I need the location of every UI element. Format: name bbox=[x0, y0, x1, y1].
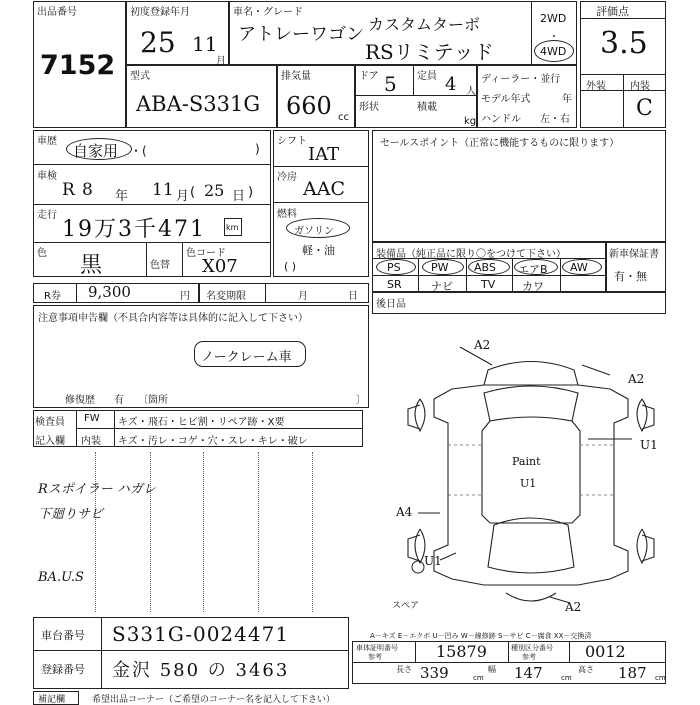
history-label: 車歴 bbox=[37, 136, 57, 147]
equipment-line-2 bbox=[372, 275, 606, 276]
capacity-label: 定員 bbox=[417, 71, 437, 82]
equipment-label: 装備品（純正品に限り〇をつけて下さい） bbox=[376, 249, 566, 260]
shape-label: 形状 bbox=[359, 102, 379, 113]
lot-number: 7152 bbox=[40, 50, 116, 81]
diagram-u1-right: U1 bbox=[640, 438, 658, 452]
class-ref-sub: 参考 bbox=[522, 653, 536, 661]
color-label: 色 bbox=[37, 248, 47, 259]
width-label: 幅 bbox=[488, 665, 496, 674]
interior-label: 内装 bbox=[630, 81, 650, 92]
length-value: 339 bbox=[420, 664, 449, 682]
inspection-row-line bbox=[33, 204, 271, 205]
diagram-a2-right: A2 bbox=[628, 372, 645, 386]
load-unit: kg bbox=[464, 116, 477, 127]
doors-divider bbox=[413, 65, 414, 95]
aircon-value: AAC bbox=[303, 178, 345, 200]
first-reg-month: 11 bbox=[192, 32, 218, 56]
inspection-paren-open: ( bbox=[190, 185, 196, 200]
equip-aw-circle bbox=[562, 259, 602, 275]
inspection-year: 8 bbox=[82, 180, 93, 200]
color-change-label: 色替 bbox=[150, 260, 170, 271]
inspection-year-unit: 年 bbox=[115, 189, 129, 204]
fuel-value: ガソリン bbox=[294, 226, 334, 237]
aircon-label: 冷房 bbox=[277, 172, 297, 183]
length-unit: cm bbox=[473, 674, 484, 682]
reg-ref-value: 15879 bbox=[436, 642, 487, 661]
color-code-value: X07 bbox=[202, 256, 238, 277]
diagram-u1-left: U1 bbox=[424, 554, 442, 568]
diagram-a4-left: A4 bbox=[396, 505, 413, 519]
reg-ref-label: 車体証明番号 bbox=[356, 644, 398, 652]
chassis-row-line bbox=[33, 650, 349, 651]
inspector-fw: FW bbox=[84, 413, 100, 424]
recycle-divider bbox=[76, 283, 77, 303]
color-divider-1 bbox=[146, 242, 147, 277]
repair-label: 修復歴 bbox=[65, 395, 95, 406]
history-close: ) bbox=[255, 142, 260, 156]
notes-label: 注意事項申告欄（不具合内容等は具体的に記入して下さい） bbox=[38, 313, 308, 324]
equip-aw: AW bbox=[570, 261, 588, 274]
shift-row-line bbox=[273, 166, 369, 167]
shift-label: シフト bbox=[277, 136, 307, 147]
first-reg-month-unit: 月 bbox=[216, 56, 226, 67]
first-reg-year: 25 bbox=[140, 26, 176, 59]
chassis-divider bbox=[101, 617, 102, 689]
doors-row-divider bbox=[355, 95, 477, 96]
diagram-paint: Paint bbox=[512, 455, 541, 468]
drive-4wd-circle bbox=[534, 40, 574, 62]
model-year-unit: 年 bbox=[562, 94, 572, 105]
sales-points-label: セールスポイント（正常に機能するものに限ります） bbox=[380, 138, 620, 149]
inspector-label-1: 検査員 bbox=[35, 417, 65, 428]
car-grade-top: カスタムターボ bbox=[368, 15, 481, 34]
inspector-inner: 内装 bbox=[81, 436, 101, 447]
car-name-label: 車名・グレード bbox=[233, 7, 303, 18]
color-value: 黒 bbox=[80, 253, 103, 278]
ref-col-2 bbox=[508, 641, 509, 662]
color-divider-2 bbox=[182, 242, 183, 277]
width-value: 147 bbox=[514, 664, 543, 682]
ref-col-3 bbox=[569, 641, 570, 662]
ref-col-1 bbox=[415, 641, 416, 662]
car-name: アトレーワゴン bbox=[238, 24, 364, 45]
drive-dot: ・ bbox=[549, 32, 559, 43]
score-value: 3.5 bbox=[600, 26, 648, 61]
rear-items-box bbox=[372, 292, 666, 314]
equipment-col-2 bbox=[466, 258, 467, 292]
repair-location: 〔箇所 bbox=[138, 395, 168, 406]
doors-value: 5 bbox=[384, 72, 397, 96]
model-value: ABA-S331G bbox=[136, 92, 261, 116]
exterior-label: 外装 bbox=[586, 81, 606, 92]
equipment-col-1 bbox=[418, 258, 419, 292]
handle-label: ハンドル bbox=[481, 114, 521, 125]
equip-ps: PS bbox=[387, 261, 401, 274]
equip-airbag-circle bbox=[514, 259, 558, 275]
length-label: 長さ bbox=[396, 665, 412, 674]
footer-text: 希望出品コーナー（ご希望のコーナー名を記入して下さい） bbox=[92, 695, 336, 705]
fuel-other: ( ) bbox=[284, 260, 297, 273]
score-divider-4 bbox=[580, 90, 666, 91]
mileage-value: 19万3千471 bbox=[62, 217, 206, 242]
displacement-value: 660 bbox=[286, 92, 332, 120]
equip-pw: PW bbox=[431, 261, 449, 274]
diagram-u1-center: U1 bbox=[520, 477, 537, 490]
color-code-label: 色コード bbox=[186, 248, 226, 259]
plate-value: 金沢 580 の 3463 bbox=[112, 660, 290, 681]
equip-pw-circle bbox=[422, 259, 464, 275]
fuel-diesel: 軽・油 bbox=[302, 244, 335, 257]
inspection-label: 車検 bbox=[37, 171, 57, 182]
recycle-label: R券 bbox=[44, 291, 61, 302]
recycle-unit: 円 bbox=[180, 291, 190, 302]
equip-abs-circle bbox=[468, 259, 510, 275]
history-row-line bbox=[33, 164, 271, 165]
inspector-inner-text: キズ・汚レ・コゲ・穴・スレ・キレ・破レ bbox=[118, 436, 308, 447]
handwritten-note-2: 下廻りサビ bbox=[38, 507, 104, 522]
name-change-month: 月 bbox=[298, 291, 308, 302]
name-change-day: 日 bbox=[348, 291, 358, 302]
rear-items-label: 後日品 bbox=[376, 299, 406, 310]
mileage-row-line bbox=[33, 242, 271, 243]
mileage-label: 走行 bbox=[37, 210, 57, 221]
ruled-line-3 bbox=[203, 452, 204, 612]
chassis-label: 車台番号 bbox=[41, 629, 85, 642]
history-value: 自家用 bbox=[73, 142, 119, 160]
aircon-row-line bbox=[273, 202, 369, 203]
diagram-a2-bottom: A2 bbox=[565, 600, 582, 614]
name-change-label: 名変期限 bbox=[206, 291, 246, 302]
drive-4wd: 4WD bbox=[540, 45, 567, 58]
score-divider-1 bbox=[580, 18, 666, 19]
footer-label: 補記欄 bbox=[38, 695, 66, 705]
no-claim-text: ノークレーム車 bbox=[201, 350, 292, 365]
inspection-day-unit: 日 bbox=[232, 189, 246, 204]
equip-abs: ABS bbox=[474, 261, 496, 274]
fuel-label: 燃料 bbox=[277, 209, 297, 220]
ruled-line-4 bbox=[258, 452, 259, 612]
equip-airbag: エアB bbox=[518, 263, 548, 276]
ruled-line-1 bbox=[95, 452, 96, 612]
equip-navi: ナビ bbox=[431, 280, 453, 293]
score-divider-3 bbox=[623, 74, 624, 128]
doors-label: ドア bbox=[359, 71, 379, 82]
dealer-label: ディーラー・並行 bbox=[481, 74, 561, 85]
capacity-value: 4 bbox=[445, 74, 457, 95]
chassis-value: S331G-0024471 bbox=[112, 622, 290, 646]
history-paren: ・( bbox=[130, 144, 147, 158]
plate-label: 登録番号 bbox=[41, 663, 85, 676]
equip-sr: SR bbox=[387, 278, 402, 291]
reg-ref-sub: 参考 bbox=[368, 653, 382, 661]
model-year-label: モデル年式 bbox=[481, 94, 531, 105]
shift-value: IAT bbox=[308, 144, 340, 165]
diagram-spare: スペア bbox=[392, 601, 420, 611]
handwritten-note-1: Rスポイラー ハガレ bbox=[38, 482, 156, 497]
inspection-paren-close: ) bbox=[248, 185, 254, 200]
repair-bracket-close: 〕 bbox=[356, 395, 366, 406]
ruled-line-5 bbox=[312, 452, 313, 612]
height-value: 187 bbox=[618, 664, 647, 682]
height-label: 高さ bbox=[578, 665, 594, 674]
mileage-unit: km bbox=[226, 223, 239, 232]
displacement-unit: cc bbox=[338, 112, 349, 123]
equip-leather: カワ bbox=[522, 280, 544, 293]
repair-value: 有 bbox=[114, 395, 124, 406]
interior-score: C bbox=[636, 96, 653, 121]
warranty-value: 有・無 bbox=[614, 270, 647, 283]
warranty-label: 新車保証書 bbox=[609, 249, 659, 260]
handwritten-note-3: BA.U.S bbox=[38, 570, 84, 585]
ref-row-line bbox=[352, 662, 666, 663]
diagram-a2-top: A2 bbox=[474, 338, 491, 352]
recycle-value: 9,300 bbox=[88, 283, 131, 301]
displacement-label: 排気量 bbox=[281, 71, 311, 82]
inspector-label-2: 記入欄 bbox=[35, 436, 65, 447]
model-label: 型式 bbox=[130, 71, 150, 82]
car-grade-bottom: RSリミテッド bbox=[365, 40, 494, 64]
drive-2wd: 2WD bbox=[540, 12, 567, 25]
inspection-day: 25 bbox=[204, 181, 225, 200]
inspection-era: R bbox=[62, 180, 75, 200]
equip-ps-circle bbox=[376, 259, 416, 275]
ruled-line-2 bbox=[150, 452, 151, 612]
capacity-unit: 人 bbox=[466, 86, 476, 97]
inspector-fw-text: キズ・飛石・ヒビ割・リペア跡・X要 bbox=[118, 417, 285, 428]
equipment-col-3 bbox=[512, 258, 513, 292]
name-change-divider bbox=[265, 283, 266, 303]
inspector-row-line bbox=[76, 428, 363, 429]
class-ref-label: 種別区分番号 bbox=[511, 644, 553, 652]
inspection-month-unit: 月 bbox=[176, 189, 190, 204]
first-reg-label: 初度登録年月 bbox=[130, 7, 190, 18]
handle-options: 左・右 bbox=[540, 114, 570, 125]
score-label: 評価点 bbox=[596, 5, 629, 18]
load-label: 積載 bbox=[417, 102, 437, 113]
inspection-month: 11 bbox=[152, 180, 174, 200]
equipment-col-4 bbox=[560, 258, 561, 292]
equip-tv: TV bbox=[481, 278, 496, 291]
lot-label: 出品番号 bbox=[37, 7, 77, 18]
width-unit: cm bbox=[561, 674, 572, 682]
damage-legend: A－キズ E－エクボ U－凹み W－線修跡 S－サビ C－腐食 XX－交換済 bbox=[370, 632, 592, 640]
class-ref-value: 0012 bbox=[585, 642, 626, 661]
height-unit: cm bbox=[655, 674, 666, 682]
